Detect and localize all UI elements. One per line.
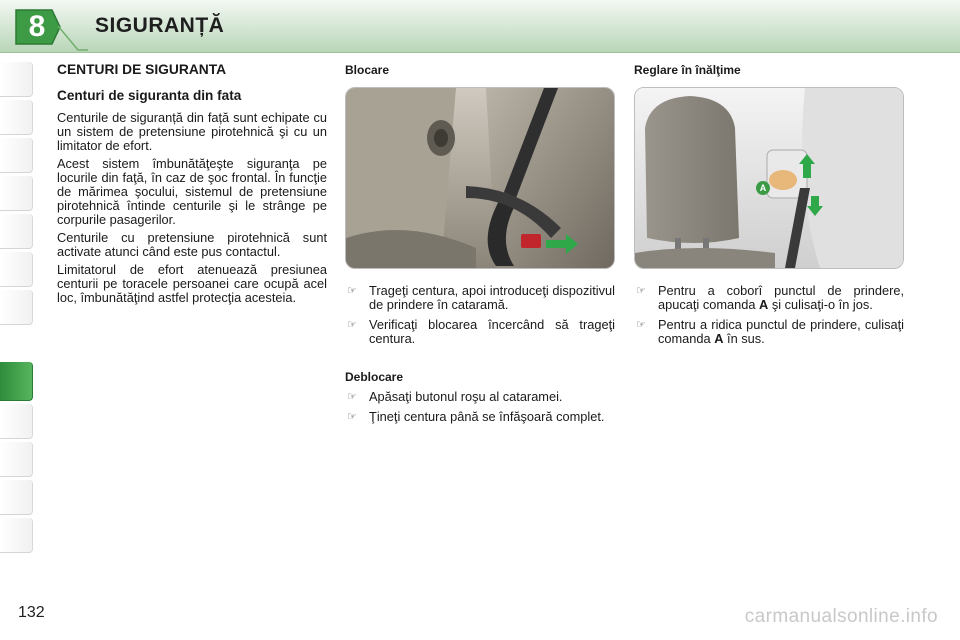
height-adjust-steps — [634, 278, 904, 346]
chapter-tab-6[interactable] — [0, 252, 33, 287]
chapter-tab-9[interactable] — [0, 404, 33, 439]
blocare-step-1-text: Trageţi centura, apoi introduceţi dispozitivul de prindere în cataramă. — [369, 283, 615, 312]
paragraph-2: Acest sistem îmbunătăţeşte siguranţa pe locurile din faţă, în caz de şoc frontal. În funcţie de mărimea şocului, sistemul de pretensiune pirotehnică întinde centurile şi le strânge pe corpurile pasagerilor. — [57, 156, 327, 227]
height-adjust-step-2 — [634, 318, 904, 346]
deblocare-title: Deblocare — [345, 370, 404, 384]
subsection-title: Centuri de siguranta din fata — [57, 88, 242, 103]
control-a-label: A — [759, 183, 767, 193]
chapter-tab-11[interactable] — [0, 480, 33, 515]
right-column — [634, 63, 904, 77]
blocare-title: Blocare — [345, 63, 390, 77]
section-title: CENTURI DE SIGURANTA — [57, 62, 227, 77]
pointing-hand-icon: ☞ — [347, 285, 357, 297]
page-header — [0, 0, 960, 53]
height-adjust-step-1 — [634, 284, 904, 312]
deblocare-step-2 — [345, 410, 615, 424]
height-adjust-illustration — [634, 87, 904, 269]
seatbelt-buckle-illustration — [345, 87, 615, 269]
pointing-hand-icon: ☞ — [347, 391, 357, 403]
left-column — [57, 63, 327, 305]
pointing-hand-icon: ☞ — [636, 285, 646, 297]
pointing-hand-icon: ☞ — [636, 319, 646, 331]
blocare-step-2 — [345, 318, 615, 346]
deblocare-step-1-text: Apăsaţi butonul roşu al cataramei. — [369, 389, 563, 404]
step-1-text-before: Pentru a coborî punctul de prindere, apucaţi comanda — [658, 283, 904, 312]
paragraph-3: Centurile cu pretensiune pirotehnică sunt activate atunci când este pus contactul. — [57, 230, 327, 259]
step-1-text-after: şi culisaţi-o în jos. — [768, 297, 873, 312]
blocare-step-2-text: Verificaţi blocarea încercând să trageţi centura. — [369, 317, 615, 346]
chapter-tab-3[interactable] — [0, 138, 33, 173]
chapter-tab-10[interactable] — [0, 442, 33, 477]
chapter-tab-2[interactable] — [0, 100, 33, 135]
watermark: carmanualsonline.info — [744, 606, 938, 627]
chapter-title: SIGURANȚĂ — [95, 14, 225, 37]
deblocare-step-1 — [345, 390, 615, 404]
chapter-tab-5[interactable] — [0, 214, 33, 249]
paragraph-4: Limitatorul de efort atenuează presiunea centurii pe toracele persoanei care ocupă acel loc, îmbunătăţind astfel protecţia acesteia. — [57, 262, 327, 305]
step-2-control-label: A — [714, 331, 724, 346]
deblocare-step-2-text: Ţineţi centura până se înfăşoară complet. — [369, 409, 605, 424]
header-divider-line — [58, 24, 88, 52]
blocare-step-1 — [345, 284, 615, 312]
chapter-tab-7[interactable] — [0, 290, 33, 325]
chapter-number: 8 — [28, 10, 46, 43]
chapter-tab-4[interactable] — [0, 176, 33, 211]
step-2-text-after: în sus. — [723, 331, 765, 346]
middle-column — [345, 63, 615, 77]
step-2-text-before: Pentru a ridica punctul de prindere, culisaţi comanda — [658, 317, 904, 346]
chapter-tabs — [0, 62, 36, 582]
deblocare-section — [345, 370, 615, 424]
chapter-tab-8-active[interactable] — [0, 362, 33, 401]
pointing-hand-icon: ☞ — [347, 411, 357, 423]
height-adjust-title: Reglare în înălţime — [634, 63, 741, 77]
paragraph-1: Centurile de siguranță din față sunt echipate cu un sistem de pretensiune pirotehnică şi cu un limitator de efort. — [57, 110, 327, 153]
chapter-tab-12[interactable] — [0, 518, 33, 553]
step-1-control-label: A — [759, 297, 769, 312]
page-number: 132 — [18, 604, 45, 621]
pointing-hand-icon: ☞ — [347, 319, 357, 331]
blocare-steps — [345, 278, 615, 346]
chapter-tab-1[interactable] — [0, 62, 33, 97]
